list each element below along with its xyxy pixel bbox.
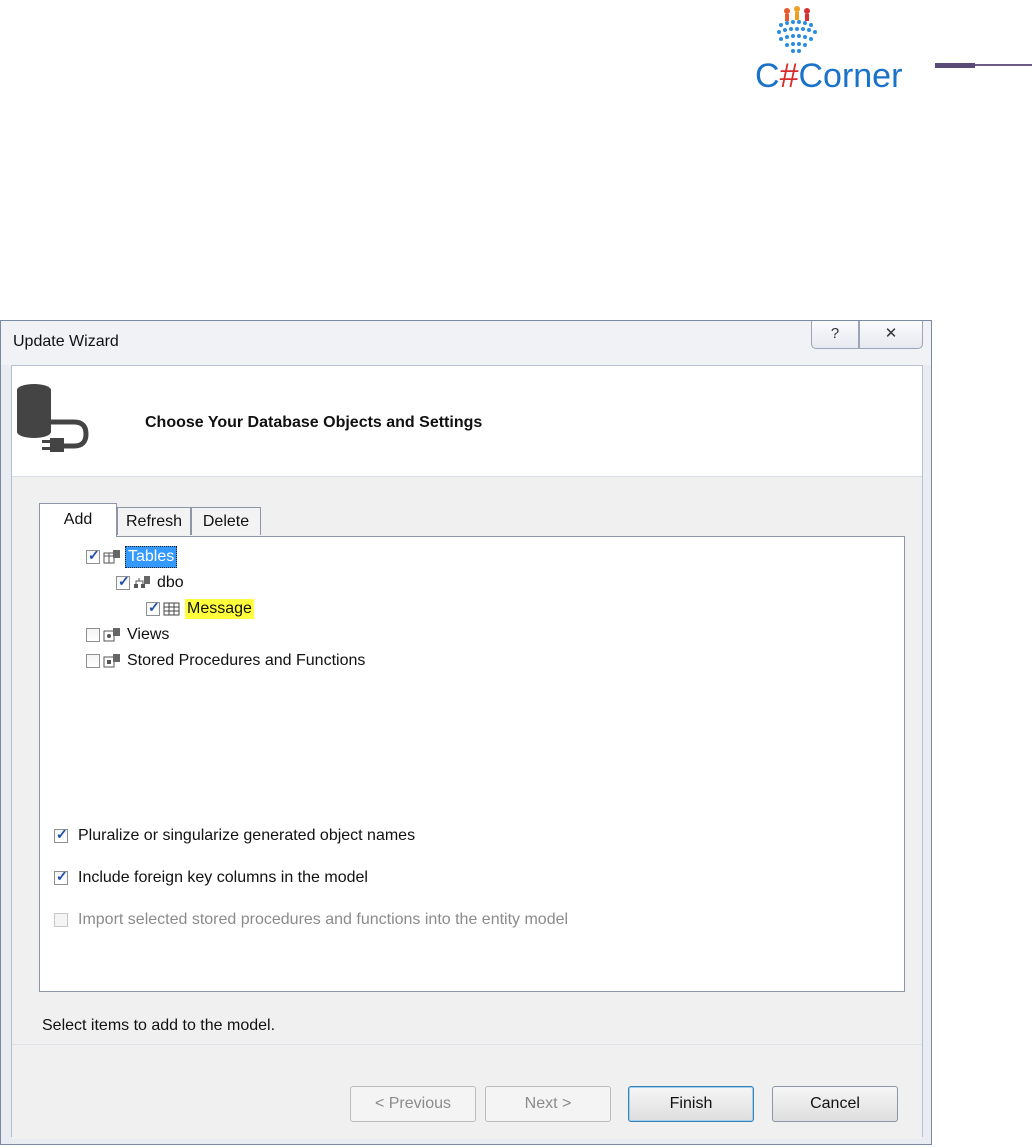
views-label[interactable]: Views (127, 626, 170, 643)
stored-procedures-label[interactable]: Stored Procedures and Functions (127, 652, 366, 669)
views-checkbox[interactable] (86, 628, 100, 642)
status-text: Select items to add to the model. (42, 1017, 276, 1034)
help-button[interactable] (811, 321, 859, 349)
option-import-procedures (54, 909, 568, 931)
logo-divider-bar (935, 63, 975, 68)
schema-icon (133, 575, 151, 591)
logo-text-corner: Corner (798, 57, 903, 95)
logo-divider-line (975, 64, 1032, 66)
cancel-button[interactable]: Cancel (772, 1086, 898, 1122)
button-bar (12, 1044, 922, 1139)
message-checkbox[interactable] (146, 602, 160, 616)
close-icon: ✕ (884, 325, 898, 342)
c-sharp-corner-logo (755, 5, 1032, 105)
help-icon: ? (830, 325, 840, 342)
pluralize-label[interactable]: Pluralize or singularize generated object names (78, 827, 416, 844)
message-label[interactable]: Message (187, 600, 252, 617)
import-procedures-label: Import selected stored procedures and functions into the entity model (78, 911, 569, 928)
views-icon (103, 627, 121, 643)
add-tab-panel (39, 536, 905, 992)
logo-text-c: C (755, 57, 780, 95)
tree-item-tables[interactable] (86, 546, 177, 568)
tree-item-views[interactable] (86, 624, 171, 646)
wizard-header (12, 366, 922, 477)
tables-checkbox[interactable] (86, 550, 100, 564)
pluralize-checkbox[interactable] (54, 829, 68, 843)
title-bar (1, 321, 931, 365)
previous-button[interactable]: < Previous (350, 1086, 476, 1122)
tree-item-dbo[interactable] (116, 572, 186, 594)
tables-icon (103, 549, 121, 565)
tab-add[interactable]: Add (39, 503, 117, 537)
foreign-keys-checkbox[interactable] (54, 871, 68, 885)
dbo-checkbox[interactable] (116, 576, 130, 590)
option-pluralize[interactable] (54, 825, 415, 847)
tree-item-stored-procedures[interactable] (86, 650, 367, 672)
table-icon (163, 601, 181, 617)
tables-label[interactable]: Tables (125, 546, 177, 568)
wizard-content (11, 365, 923, 1137)
stored-procedures-checkbox[interactable] (86, 654, 100, 668)
window-title: Update Wizard (13, 333, 119, 350)
tab-delete[interactable]: Delete (191, 507, 261, 535)
update-wizard-dialog (0, 320, 932, 1145)
option-foreign-keys[interactable] (54, 867, 368, 889)
foreign-keys-label[interactable]: Include foreign key columns in the model (78, 869, 368, 886)
tree-item-message[interactable] (146, 598, 254, 620)
header-title: Choose Your Database Objects and Settings (145, 414, 483, 431)
finish-button[interactable]: Finish (628, 1086, 754, 1122)
logo-wordmark (755, 57, 902, 96)
dbo-label[interactable]: dbo (157, 574, 184, 591)
close-button[interactable] (859, 321, 923, 349)
next-button[interactable]: Next > (485, 1086, 611, 1122)
import-procedures-checkbox (54, 913, 68, 927)
database-plug-icon (16, 382, 116, 452)
logo-text-hash: # (779, 57, 799, 95)
tab-refresh[interactable]: Refresh (117, 507, 191, 535)
globe-logo-icon (767, 5, 827, 59)
stored-procedures-icon (103, 653, 121, 669)
